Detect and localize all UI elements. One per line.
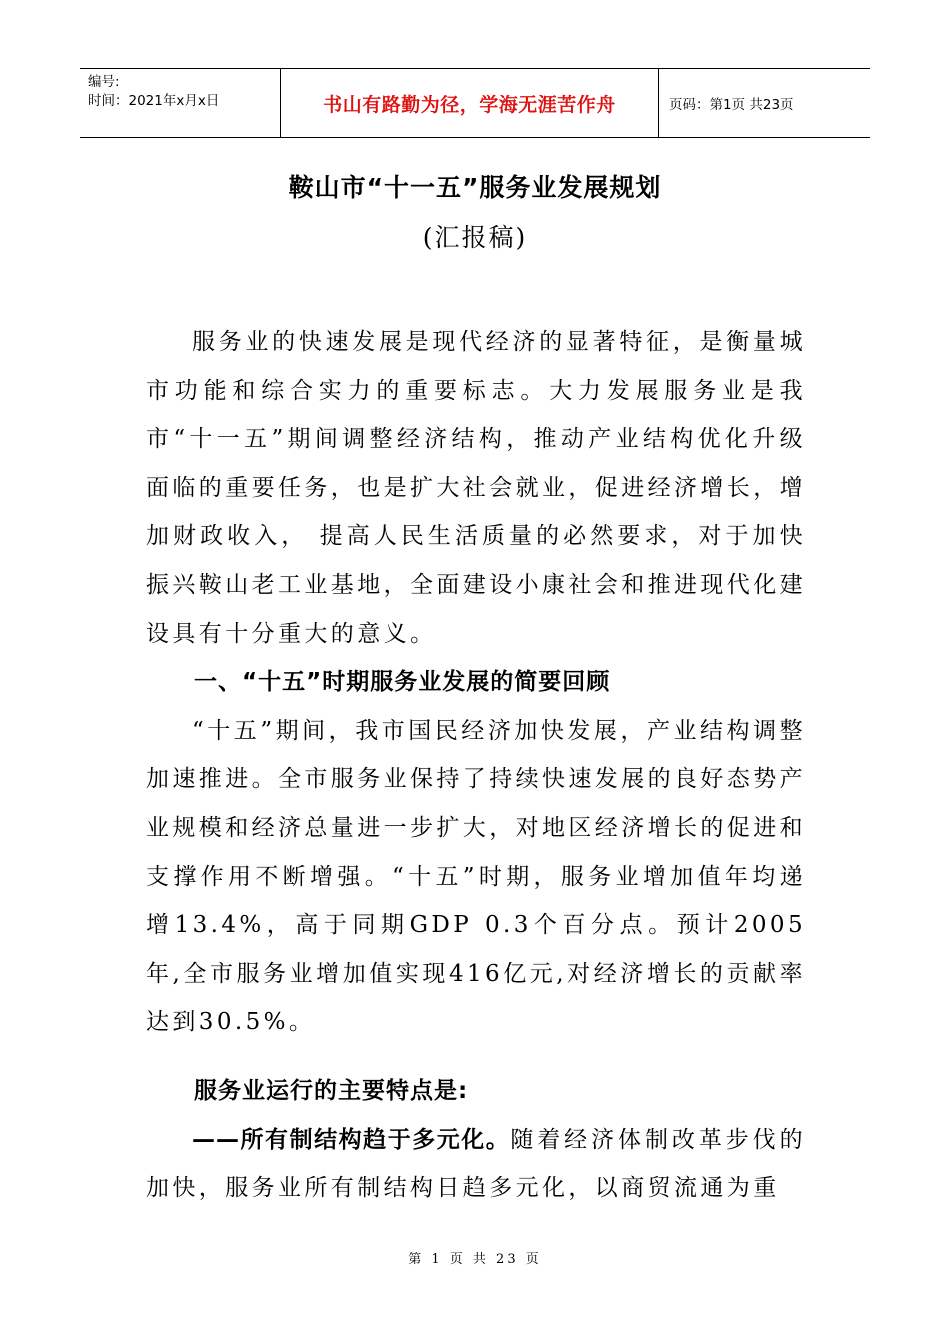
page-info: 页码：第1页 共23页 — [669, 97, 794, 113]
review-paragraph: “十五”期间，我市国民经济加快发展，产业结构调整加速推进。全市服务业保持了持续快速发展的良好态势产业规模和经济总量进一步扩大，对地区经济增长的促进和支撑作用不断增强。“十五”时期，服务业增加值年均递增13.4%，高于同期GDP 0.3个百分点。预计2005年,全市服务业增加值实现416亿元,对经济增长的贡献率达到30.5%。 — [146, 717, 806, 1036]
number-label: 编号: — [88, 74, 120, 90]
document-subtitle: (汇报稿) — [422, 223, 528, 252]
header-motto-cell — [281, 69, 659, 137]
header-page-cell — [659, 69, 870, 137]
feature-text: 随着经济体制改革步伐的加快，服务业所有制结构日趋多元化，以商贸流通为重 — [146, 1126, 806, 1202]
page-footer: 第 1 页 共 23 页 — [408, 1252, 542, 1267]
feature-paragraph — [146, 1116, 806, 1213]
paragraph-gap — [146, 1047, 806, 1067]
section-heading: 一、“十五”时期服务业发展的简要回顾 — [194, 669, 611, 696]
motto-text: 书山有路勤为径，学海无涯苦作舟 — [323, 93, 616, 116]
features-heading: 服务业运行的主要特点是: — [194, 1077, 469, 1104]
date-label: 时间：2021年x月x日 — [88, 93, 220, 109]
document-title: 鞍山市“十一五”服务业发展规划 — [288, 173, 662, 202]
header-table — [80, 68, 870, 138]
header-meta-cell — [80, 69, 281, 137]
feature-lead: ——所有制结构趋于多元化。 — [192, 1126, 511, 1153]
intro-paragraph: 服务业的快速发展是现代经济的显著特征，是衡量城市功能和综合实力的重要标志。大力发展服务业是我市“十一五”期间调整经济结构，推动产业结构优化升级面临的重要任务，也是扩大社会就业，促进经济增长，增加财政收入， 提高人民生活质量的必然要求，对于加快振兴鞍山老工业基地，全面建设小康社会和推进现代化建设具有十分重大的意义。 — [146, 329, 806, 647]
document-body — [146, 318, 806, 1213]
